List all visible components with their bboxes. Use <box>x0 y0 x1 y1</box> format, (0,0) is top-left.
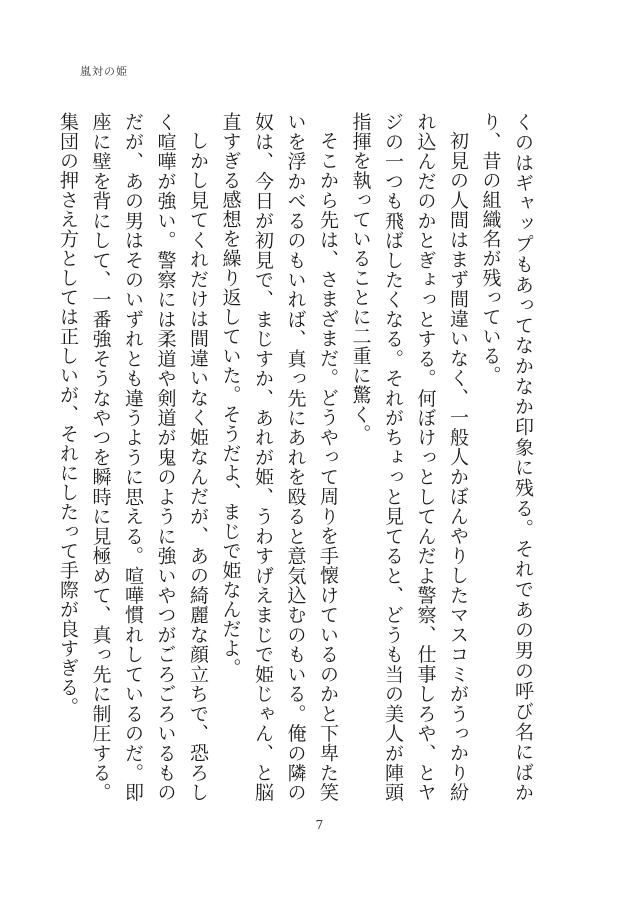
paragraph-3: そこから先は、さまざまだ。どうやって周りを手懐けているのかと下卑た笑いを浮かべるのもいれば、真っ先にあれを殴ると意気込むのもいる。俺の隣の奴は、今日が初見で、まじすか、あれが姫、うわすげえまじで姫じゃん、と脳直すぎる感想を繰り返していた。そうだよ、まじで姫なんだよ。 <box>219 112 339 802</box>
paragraph-2: 初見の人間はまず間違いなく、一般人かぼんやりしたマスコミがうっかり紛れ込んだのかとぎょっとする。何ぼけっとしてんだよ警察、仕事しろや、とヤジの一つも飛ばしたくなる。それがちょっと見てると、どうも当の美人が陣頭指揮を執っていることに二重に驚く。 <box>349 112 469 802</box>
paragraph-1: くのはギャップもあってなかなか印象に残る。それであの男の呼び名にばかり、昔の組織名が残っている。 <box>479 112 534 802</box>
page-number: 7 <box>315 818 324 832</box>
vertical-text-body <box>57 112 539 802</box>
running-head-title: 嵐対の姫 <box>80 65 128 78</box>
paragraph-4: しかし見てくれだけは間違いなく姫なんだが、あの綺麗な顔立ちで、恐ろしく喧嘩が強い。警察には柔道や剣道が鬼のように強いやつがごろごろいるものだが、あの男はそのいずれとも違うように思える。喧嘩慣れしているのだ。即座に壁を背にして、一番強そうなやつを瞬時に見極めて、真っ先に制圧する。集団の押さえ方としては正しいが、それにしたって手際が良すぎる。 <box>57 112 209 802</box>
